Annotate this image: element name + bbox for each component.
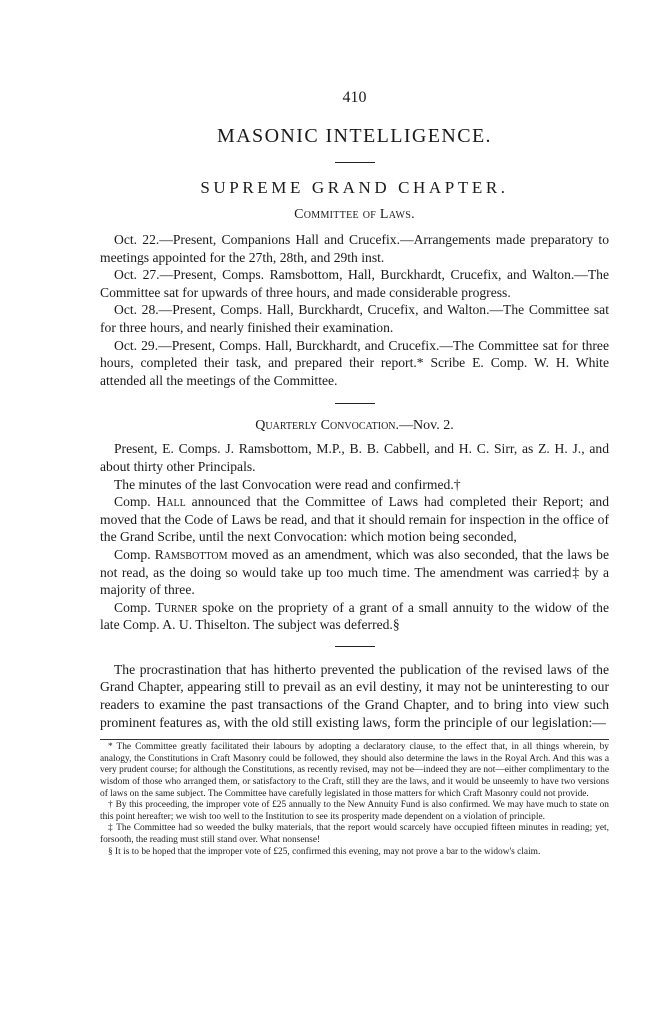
- running-title: MASONIC INTELLIGENCE.: [217, 125, 492, 147]
- speaker-prefix: Comp.: [114, 546, 155, 562]
- convocation-paragraph: The minutes of the last Convocation were read and confirmed.†: [114, 476, 461, 492]
- speaker-prefix: Comp.: [114, 599, 156, 615]
- committee-paragraph: Oct. 29.—Present, Comps. Hall, Burckhardt, and Crucefix.—The Committee sat for three hours, completed their task, and prepared their report.* Scribe E. Comp. W. H. White attended all the meetings of the Committee.: [100, 337, 609, 388]
- speaker-prefix: Comp.: [114, 494, 157, 510]
- footnotes: [100, 742, 609, 858]
- convocation-paragraph: [100, 546, 609, 599]
- convocation-heading: [100, 416, 609, 436]
- speaker-text: announced that the Committee of Laws had completed their Report; and moved that the Code of Laws be read, and that it should remain for inspection in the office of the Grand Scribe, until the next Convocation: which motion being seconded,: [100, 494, 610, 545]
- convocation-heading-title: Quarterly Convocation.: [255, 418, 400, 434]
- committee-heading: Committee of Laws.: [294, 207, 415, 222]
- closing-section: [100, 661, 609, 731]
- convocation-paragraph: Present, E. Comps. J. Ramsbottom, M.P., B. B. Cabbell, and H. C. Sirr, as Z. H. J., and about thirty other Principals.: [100, 441, 609, 474]
- committee-section: [100, 231, 609, 389]
- speaker-name: Ramsbottom: [154, 546, 228, 562]
- closing-paragraph: The procrastination that has hitherto prevented the publication of the revised laws of the Grand Chapter, appearing still to prevail as an evil destiny, it may not be uninteresting to our readers to examine the past transactions of the Grand Chapter, and to bring into view such prominent features as, with the old still existing laws, form the principle of our legislation:—: [100, 661, 609, 730]
- section-rule: [335, 646, 375, 647]
- speaker-text: spoke on the propriety of a grant of a small annuity to the widow of the late Comp. A. U. Thiselton. The subject was deferred.§: [100, 599, 610, 633]
- footnote: * The Committee greatly facilitated their labours by adopting a declaratory clause, to the effect that, in all things wherein, by analogy, the Constitutions in Craft Masonry could be followed, they should also determine the laws in the Royal Arch. And this was a very prudent course; for although the Constitutions, as recently revised, may not be—indeed they are not—either complimentary to the wisdom of those who arranged them, or satisfactory to the Craft, still they are the laws, and it would be unseemly to have two versions of laws on the same subject. The Committee have carefully legislated in those matters for which Craft Masonry could not provide.: [100, 742, 609, 799]
- committee-paragraph: Oct. 28.—Present, Comps. Hall, Burckhardt, Crucefix, and Walton.—The Committee sat for three hours, and nearly finished their examination.: [100, 302, 609, 335]
- convocation-section: [100, 440, 609, 634]
- convocation-paragraph: [100, 493, 609, 546]
- page-number: 410: [342, 89, 367, 106]
- title-rule: [335, 162, 375, 163]
- section-rule: [335, 403, 375, 404]
- footnote-rule: [100, 739, 609, 740]
- convocation-paragraph: [100, 599, 609, 634]
- committee-paragraph: Oct. 22.—Present, Companions Hall and Crucefix.—Arrangements made preparatory to meetings appointed for the 27th, 28th, and 29th inst.: [100, 232, 609, 265]
- convocation-heading-date: —Nov. 2.: [399, 418, 454, 434]
- footnote: ‡ The Committee had so weeded the bulky materials, that the report would scarcely have occupied fifteen minutes in reading; yet, forsooth, the reading must still stand over. What nonsense!: [100, 823, 609, 845]
- footnote: † By this proceeding, the improper vote of £25 annually to the New Annuity Fund is also confirmed. We may have much to state on this point hereafter; we wish too well to the Institution to see its prosperity made dependent on a violation of principle.: [100, 800, 609, 822]
- chapter-title: SUPREME GRAND CHAPTER.: [200, 178, 509, 197]
- speaker-text: moved as an amendment, which was also seconded, that the laws be not read, as the doing so would take up too much time. The amendment was carried‡ by a majority of three.: [100, 546, 609, 598]
- speaker-name: Hall: [156, 494, 186, 510]
- footnote: § It is to be hoped that the improper vote of £25, confirmed this evening, may not prove a bar to the widow's claim.: [108, 846, 541, 857]
- speaker-name: Turner: [155, 599, 198, 615]
- committee-paragraph: Oct. 27.—Present, Comps. Ramsbottom, Hall, Burckhardt, Crucefix, and Walton.—The Committee sat for upwards of three hours, and made considerable progress.: [100, 267, 609, 300]
